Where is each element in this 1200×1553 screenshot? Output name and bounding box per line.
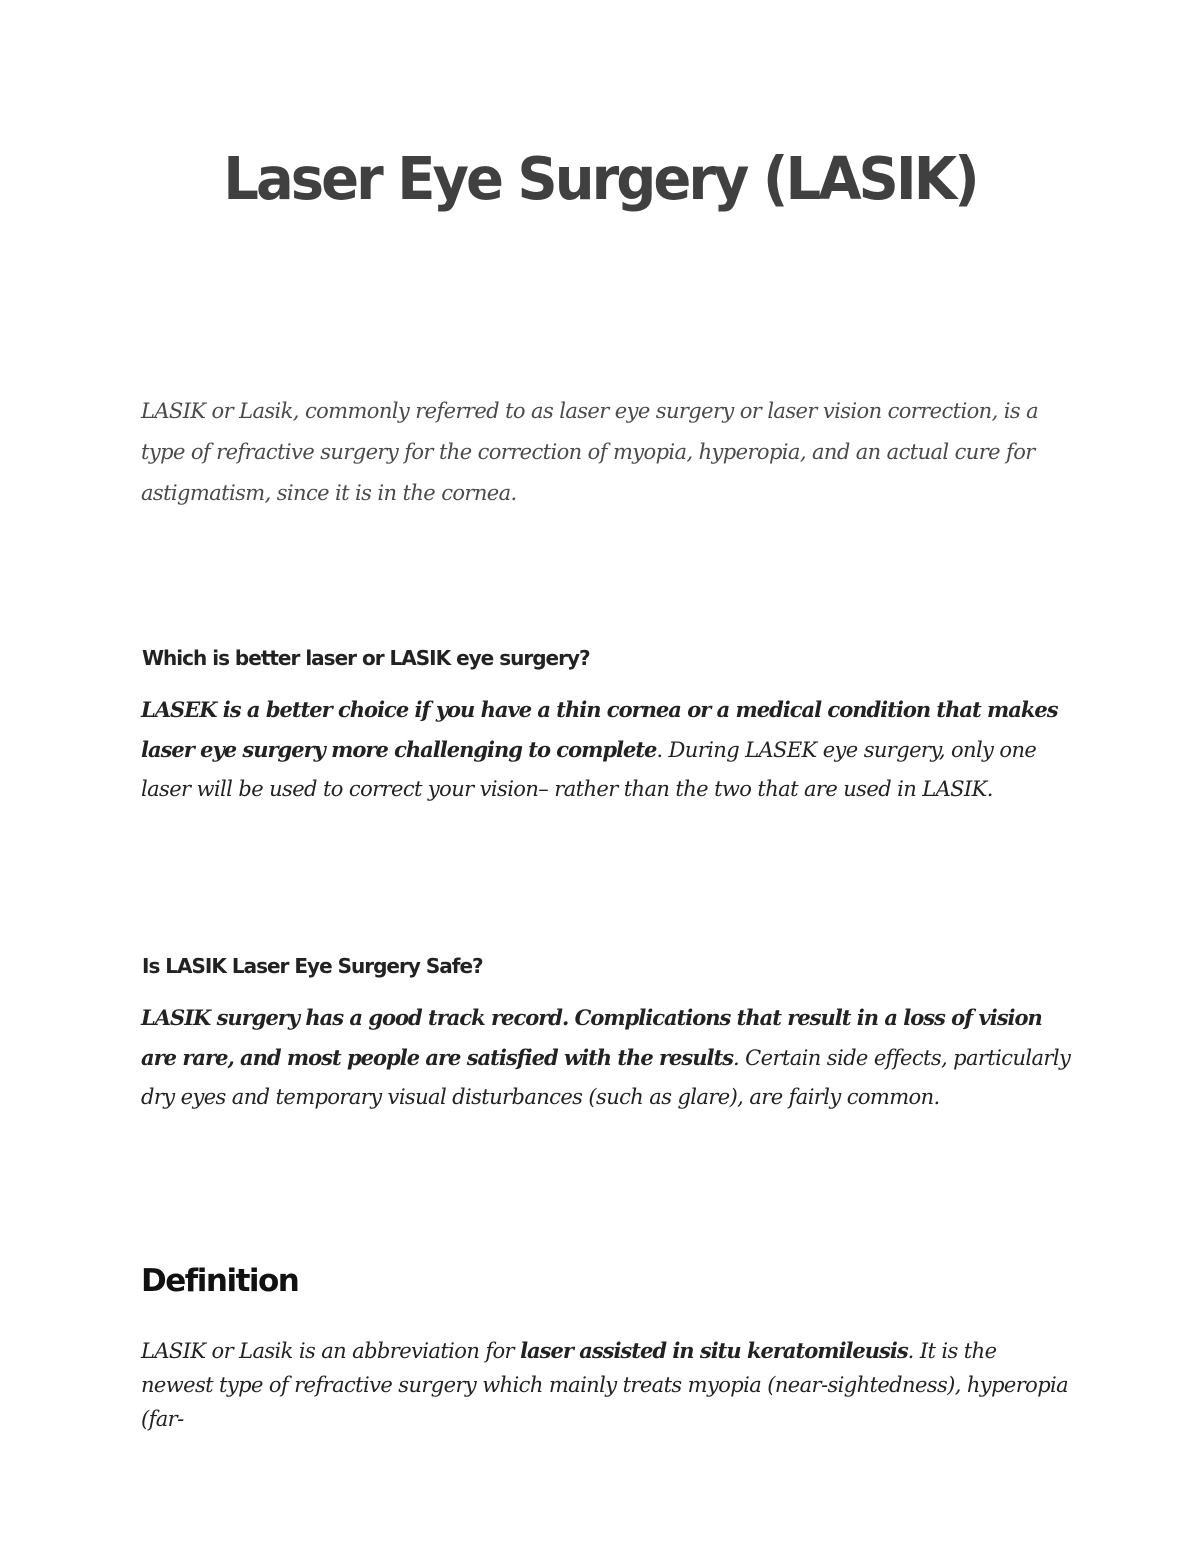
answer-paragraph-better: [141, 690, 1071, 809]
answer-emphasis: LASEK is a better choice if you have a thin cornea or a medical condition that makes laser eye surgery more challenging to complete: [141, 697, 1058, 762]
question-heading-better: Which is better laser or LASIK eye surgery?: [142, 646, 590, 670]
definition-term: laser assisted in situ keratomileusis: [520, 1338, 908, 1363]
intro-paragraph: LASIK or Lasik, commonly referred to as laser eye surgery or laser vision correction, is a type of refractive surgery for the correction of myopia, hyperopia, and an actual cure for astigmatism, since it is in the cornea.: [141, 399, 1039, 505]
answer-text: . During LASEK eye surgery, only one laser will be used to correct your vision– rather than the two that are used in LASIK.: [141, 738, 1037, 801]
question-heading-safe: Is LASIK Laser Eye Surgery Safe?: [142, 954, 483, 978]
definition-text-end: . It is the newest type of refractive surgery which mainly treats myopia (near-sightedness), hyperopia (far-: [141, 1339, 1069, 1431]
section-heading-definition: Definition: [141, 1263, 299, 1299]
document-title: Laser Eye Surgery (LASIK): [223, 145, 977, 214]
answer-paragraph-safe: [141, 998, 1071, 1117]
definition-text-start: LASIK or Lasik is an abbreviation for: [141, 1339, 521, 1363]
answer-emphasis: LASIK surgery has a good track record. Complications that result in a loss of vision are rare, and most people are satisfied with the results: [141, 1005, 1042, 1070]
answer-text: . Certain side effects, particularly dry eyes and temporary visual disturbances (such as glare), are fairly common.: [141, 1046, 1071, 1109]
definition-paragraph: [141, 1334, 1071, 1436]
